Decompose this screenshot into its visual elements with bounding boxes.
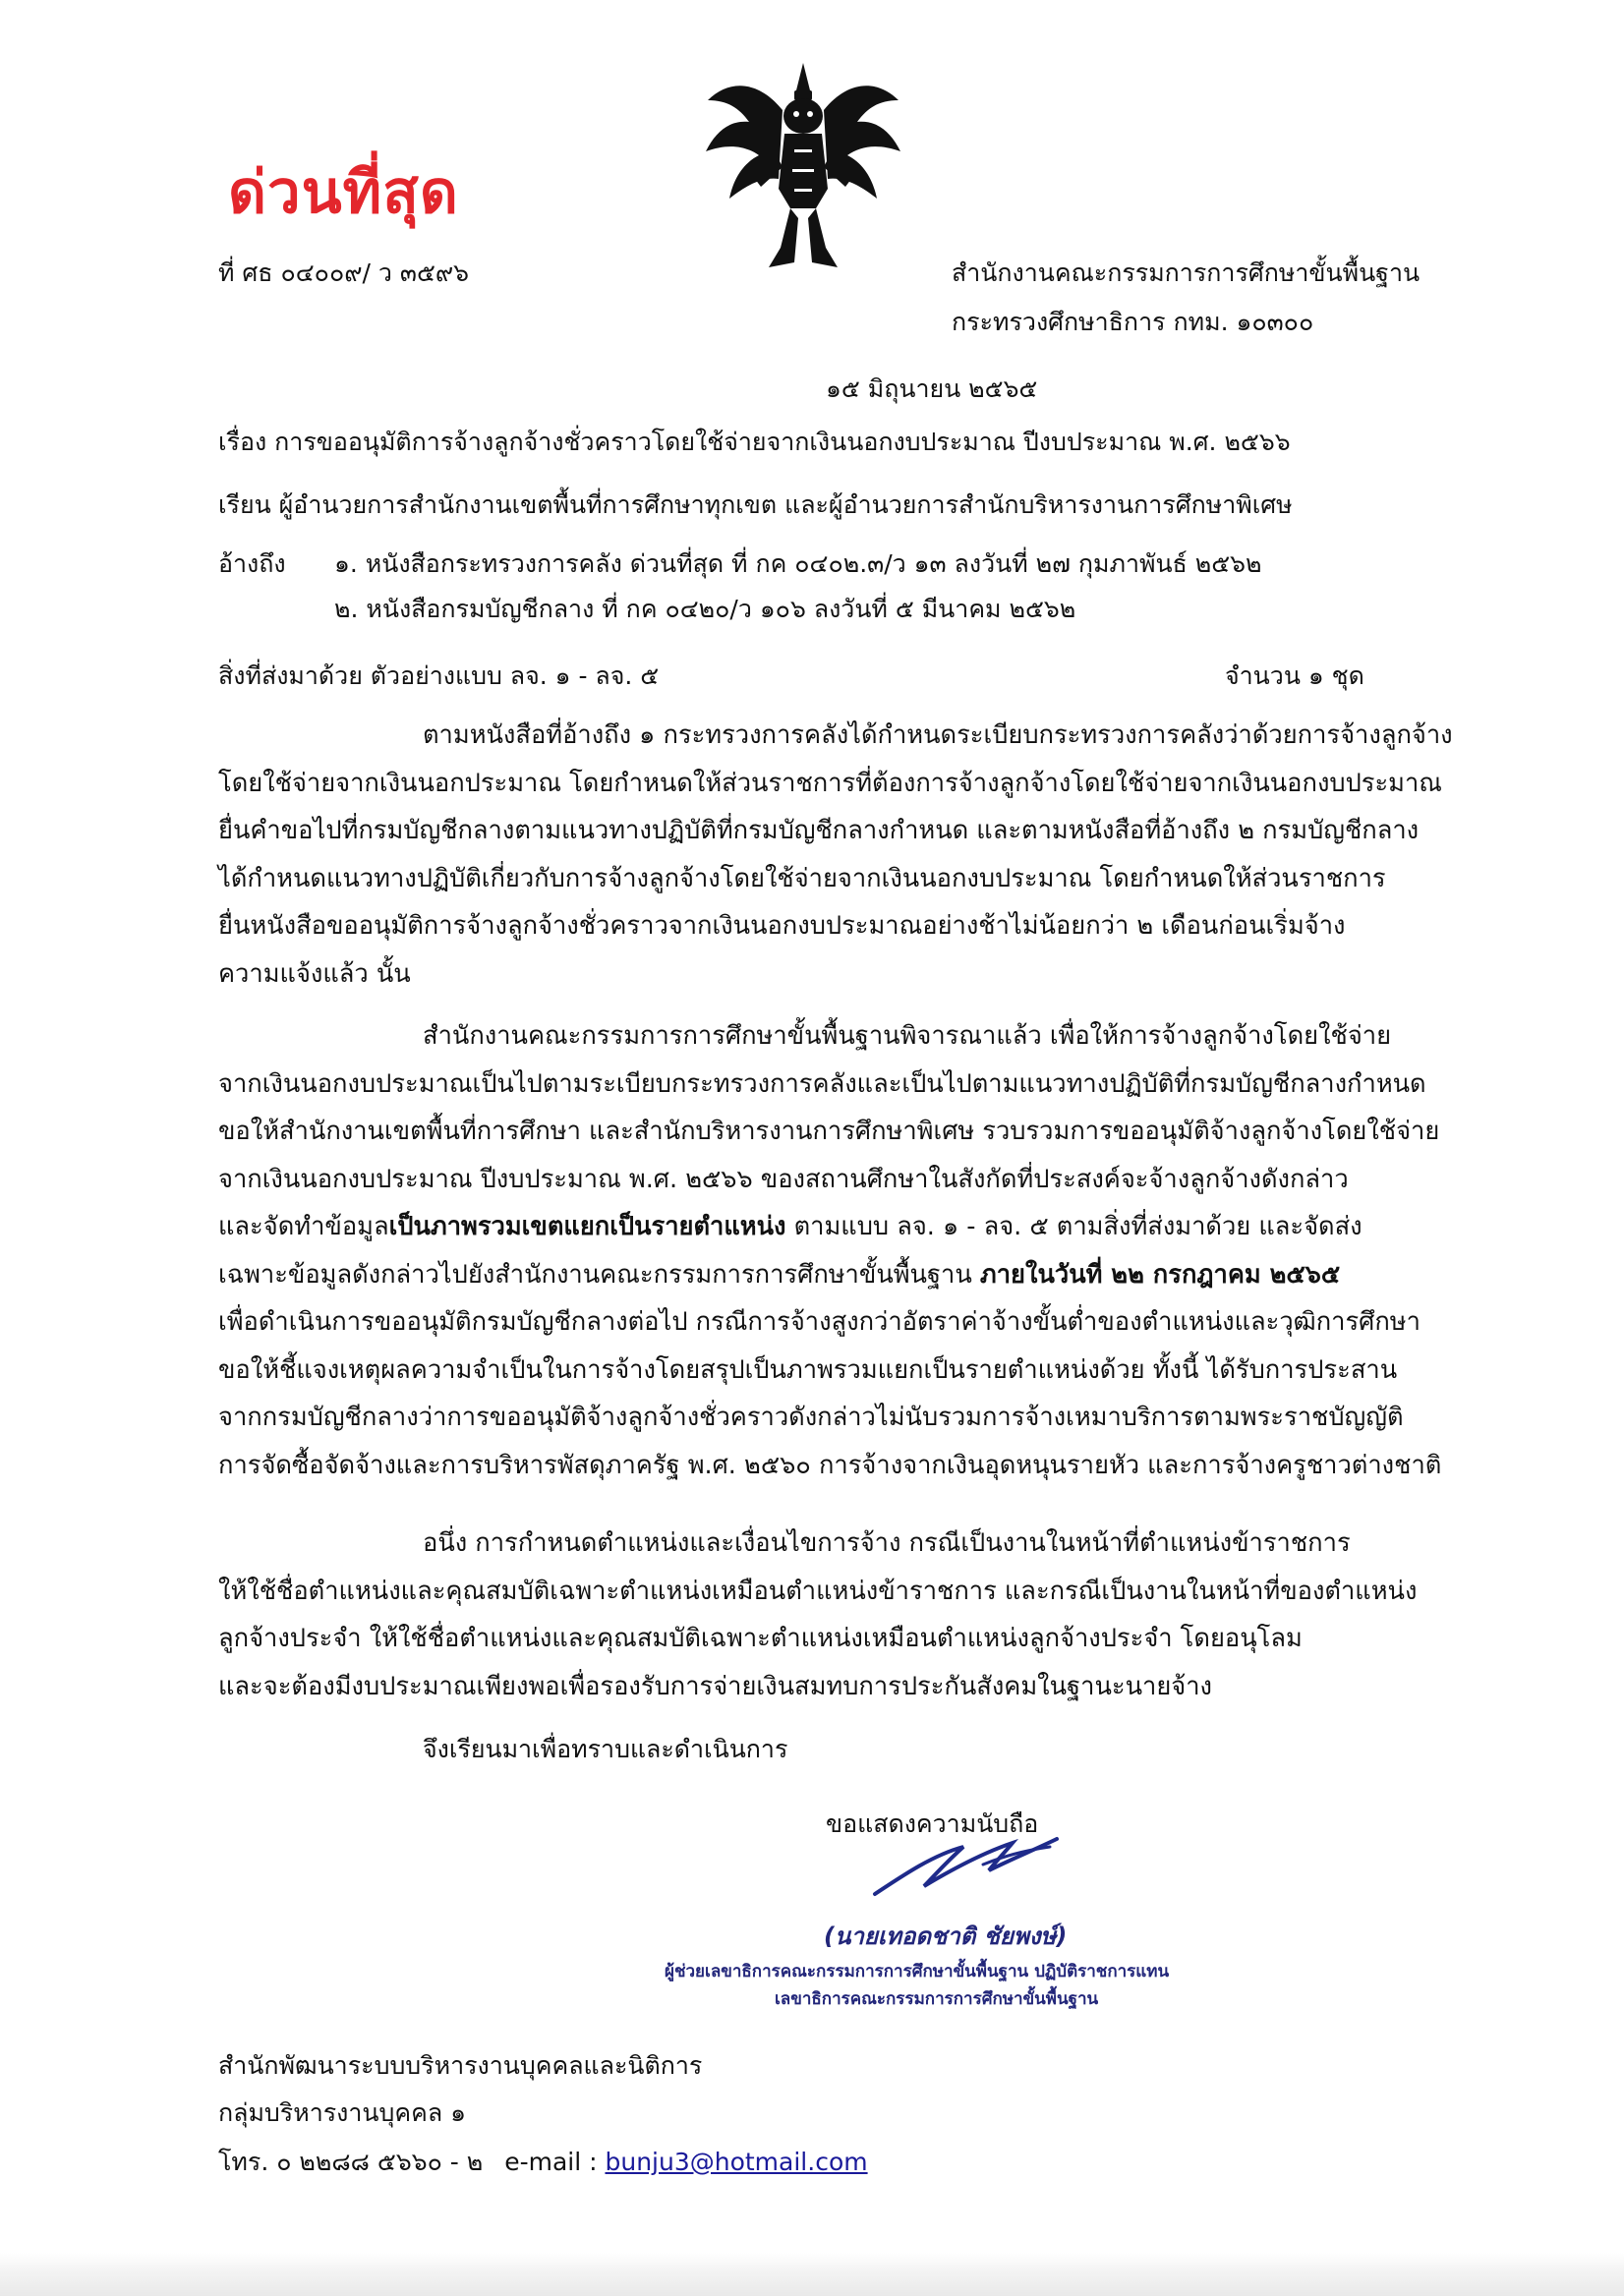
body-line: ยื่นหนังสือขออนุมัติการจ้างลูกจ้างชั่วคราวจากเงินนอกงบประมาณอย่างช้าไม่น้อยกว่า ๒ เดือนก่อนเริ่มจ้าง <box>218 911 1346 941</box>
body-paragraph-2 <box>218 1012 1479 1489</box>
body-line: ขอให้สำนักงานเขตพื้นที่การศึกษา และสำนักบริหารงานการศึกษาพิเศษ รวบรวมการขออนุมัติจ้างลูกจ้างโดยใช้จ่าย <box>218 1117 1440 1146</box>
signatory-position-2: เลขาธิการคณะกรรมการการศึกษาขั้นพื้นฐาน <box>775 1989 1099 2009</box>
regards-line: ขอแสดงความนับถือ <box>826 1809 1039 1838</box>
enclosure-quantity: จำนวน ๑ ชุด <box>1225 661 1364 690</box>
handwritten-signature <box>865 1825 1062 1904</box>
footer-department: สำนักพัฒนาระบบบริหารงานบุคคลและนิติการ <box>218 2051 703 2080</box>
references-label: อ้างถึง <box>218 549 286 578</box>
body-paragraph-3 <box>218 1520 1479 1710</box>
body-line: ความแจ้งแล้ว นั้น <box>218 958 411 989</box>
deadline-text: ภายในวันที่ ๒๒ กรกฎาคม ๒๕๖๕ <box>979 1259 1341 1290</box>
body-line: ลูกจ้างประจำ ให้ใช้ชื่อตำแหน่งและคุณสมบัติเฉพาะตำแหน่งเหมือนตำแหน่งลูกจ้างประจำ โดยอนุโลม <box>218 1624 1303 1653</box>
addressee-line: เรียน ผู้อำนวยการสำนักงานเขตพื้นที่การศึกษาทุกเขต และผู้อำนวยการสำนักบริหารงานการศึกษาพิเศษ <box>218 490 1293 519</box>
body-paragraph-1 <box>218 712 1479 998</box>
closing-line: จึงเรียนมาเพื่อทราบและดำเนินการ <box>423 1735 788 1763</box>
footer-contact <box>218 2143 868 2182</box>
body-line: ขอให้ชี้แจงเหตุผลความจำเป็นในการจ้างโดยสรุปเป็นภาพรวมแยกเป็นรายตำแหน่งด้วย ทั้งนี้ ได้รับการประสาน <box>218 1354 1398 1385</box>
signatory-position: ผู้ช่วยเลขาธิการคณะกรรมการการศึกษาขั้นพื้นฐาน ปฏิบัติราชการแทน <box>665 1962 1170 1981</box>
subject-line: เรื่อง การขออนุมัติการจ้างลูกจ้างชั่วคราวโดยใช้จ่ายจากเงินนอกงบประมาณ ปีงบประมาณ พ.ศ. ๒๕๖๖ <box>218 428 1291 456</box>
body-text: ตามแบบ ลจ. ๑ - ลจ. ๕ ตามสิ่งที่ส่งมาด้วย และจัดส่ง <box>785 1212 1363 1241</box>
body-line: และจะต้องมีงบประมาณเพียงพอเพื่อรองรับการจ่ายเงินสมทบการประกันสังคมในฐานะนายจ้าง <box>218 1671 1212 1701</box>
body-line: จากเงินนอกงบประมาณ ปีงบประมาณ พ.ศ. ๒๕๖๖ ของสถานศึกษาในสังกัดที่ประสงค์จะจ้างลูกจ้างดังกล่าว <box>218 1164 1349 1194</box>
phone-number: โทร. ๐ ๒๒๘๘ ๕๖๖๐ - ๒ <box>218 2148 484 2176</box>
letter-date: ๑๕ มิถุนายน ๒๕๖๕ <box>826 374 1038 403</box>
body-line: ให้ใช้ชื่อตำแหน่งและคุณสมบัติเฉพาะตำแหน่งเหมือนตำแหน่งข้าราชการ และกรณีเป็นงานในหน้าที่ของตำแหน่ง <box>218 1576 1418 1606</box>
body-line: ได้กำหนดแนวทางปฏิบัติเกี่ยวกับการจ้างลูกจ้างโดยใช้จ่ายจากเงินนอกงบประมาณ โดยกำหนดให้ส่วนราชการ <box>218 863 1386 893</box>
email-label: e-mail : <box>504 2148 598 2176</box>
signatory-name: (นายเทอดชาติ ชัยพงษ์) <box>824 1923 1068 1950</box>
email-link[interactable]: bunju3@hotmail.com <box>605 2148 868 2176</box>
reference-number: ที่ ศธ ๐๔๐๐๙/ ว ๓๕๙๖ <box>218 258 470 287</box>
urgency-stamp: ด่วนที่สุด <box>228 158 459 227</box>
reference-item-1: ๑. หนังสือกระทรวงการคลัง ด่วนที่สุด ที่ กค ๐๔๐๒.๓/ว ๑๓ ลงวันที่ ๒๗ กุมภาพันธ์ ๒๕๖๒ <box>334 549 1262 578</box>
reference-item-2: ๒. หนังสือกรมบัญชีกลาง ที่ กค ๐๔๒๐/ว ๑๐๖ ลงวันที่ ๕ มีนาคม ๒๕๖๒ <box>334 595 1076 623</box>
body-text: เฉพาะข้อมูลดังกล่าวไปยังสำนักงานคณะกรรมการการศึกษาขั้นพื้นฐาน <box>218 1259 980 1290</box>
body-line <box>218 1203 1479 1251</box>
body-line: การจัดซื้อจัดจ้างและการบริหารพัสดุภาครัฐ พ.ศ. ๒๕๖๐ การจ้างจากเงินอุดหนุนรายหัว และการจ้างครูชาวต่างชาติ <box>218 1450 1442 1480</box>
office-address: กระทรวงศึกษาธิการ กทม. ๑๐๓๐๐ <box>952 308 1314 336</box>
body-line: ตามหนังสือที่อ้างถึง ๑ กระทรวงการคลังได้กำหนดระเบียบกระทรวงการคลังว่าด้วยการจ้างลูกจ้าง <box>423 720 1453 750</box>
office-name: สำนักงานคณะกรรมการการศึกษาขั้นพื้นฐาน <box>952 258 1421 287</box>
body-line: จากกรมบัญชีกลางว่าการขออนุมัติจ้างลูกจ้างชั่วคราวดังกล่าวไม่นับรวมการจ้างเหมาบริการตามพระราชบัญญัติ <box>218 1403 1404 1432</box>
enclosure-line: สิ่งที่ส่งมาด้วย ตัวอย่างแบบ ลจ. ๑ - ลจ. ๕ <box>218 661 660 690</box>
body-line: โดยใช้จ่ายจากเงินนอกประมาณ โดยกำหนดให้ส่วนราชการที่ต้องการจ้างลูกจ้างโดยใช้จ่ายจากเงินนอกงบประมาณ <box>218 768 1442 798</box>
body-line: ยื่นคำขอไปที่กรมบัญชีกลางตามแนวทางปฏิบัติที่กรมบัญชีกลางกำหนด และตามหนังสือที่อ้างถึง ๒ กรมบัญชีกลาง <box>218 816 1420 845</box>
garuda-emblem-icon <box>700 61 906 279</box>
body-text: และจัดทำข้อมูล <box>218 1212 389 1241</box>
footer-group: กลุ่มบริหารงานบุคคล ๑ <box>218 2098 466 2127</box>
emphasis-text: เป็นภาพรวมเขตแยกเป็นรายตำแหน่ง <box>388 1212 786 1241</box>
body-line: เพื่อดำเนินการขออนุมัติกรมบัญชีกลางต่อไป กรณีการจ้างสูงกว่าอัตราค่าจ้างขั้นต่ำของตำแหน่งและวุฒิการศึกษา <box>218 1307 1421 1337</box>
scan-bottom-shade <box>0 2253 1624 2296</box>
body-line <box>218 1251 1479 1299</box>
body-line: อนึ่ง การกำหนดตำแหน่งและเงื่อนไขการจ้าง กรณีเป็นงานในหน้าที่ตำแหน่งข้าราชการ <box>423 1528 1351 1558</box>
body-line: สำนักงานคณะกรรมการการศึกษาขั้นพื้นฐานพิจารณาแล้ว เพื่อให้การจ้างลูกจ้างโดยใช้จ่าย <box>423 1021 1392 1051</box>
body-line: จากเงินนอกงบประมาณเป็นไปตามระเบียบกระทรวงการคลังและเป็นไปตามแนวทางปฏิบัติที่กรมบัญชีกลางกำหนด <box>218 1068 1426 1099</box>
